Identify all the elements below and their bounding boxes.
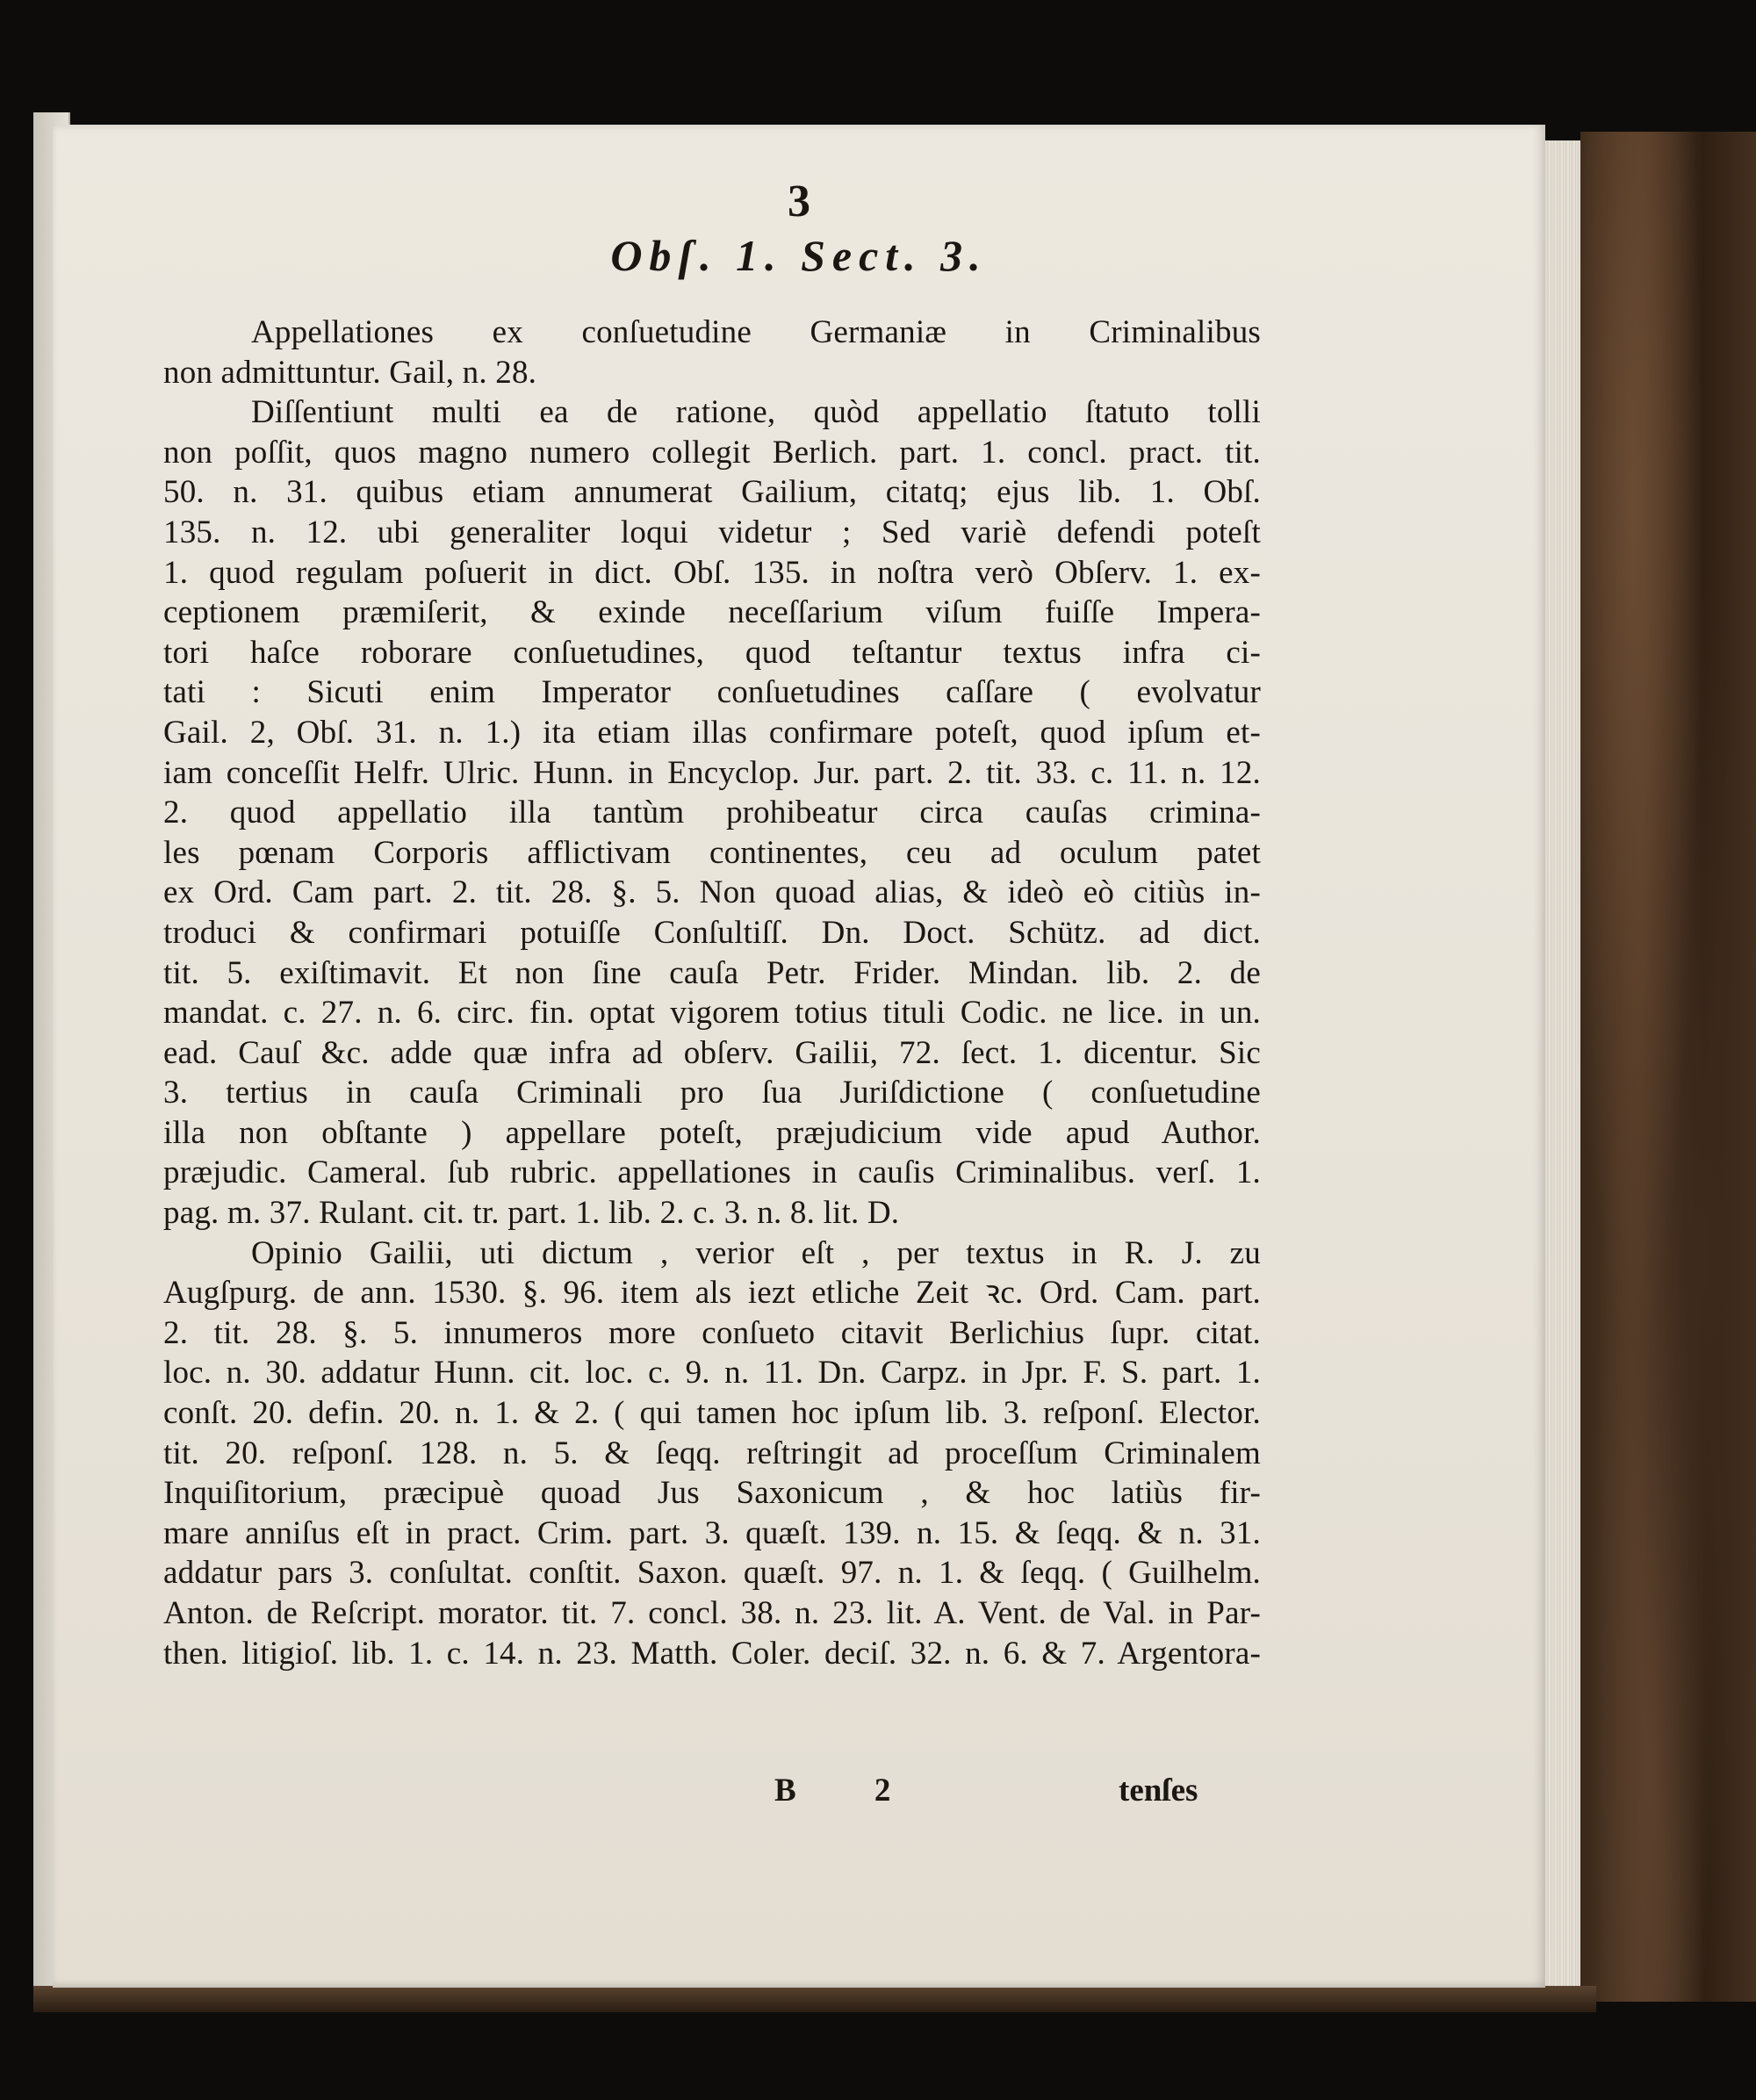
signature-mark: B 2: [774, 1773, 926, 1809]
text-line: 135. n. 12. ubi generaliter loqui videtur ; Sed variè defendi poteſt: [163, 514, 1261, 550]
body-text: [163, 313, 1261, 1673]
text-line: 3. tertius in cauſa Criminali pro ſua Juriſdictione ( conſuetudine: [163, 1075, 1261, 1111]
text-line: les pœnam Corporis afflictivam continentes, ceu ad oculum patet: [163, 834, 1261, 871]
text-line: loc. n. 30. addatur Hunn. cit. loc. c. 9. n. 11. Dn. Carpz. in Jpr. F. S. part. 1.: [163, 1355, 1261, 1392]
text-line: Gail. 2, Obſ. 31. n. 1.) ita etiam illas confirmare poteſt, quod ipſum et-: [163, 714, 1261, 751]
text-line: 2. quod appellatio illa tantùm prohibeatur circa cauſas crimina-: [163, 795, 1261, 831]
cover-bottom-edge: [33, 1986, 1596, 2012]
text-line: ex Ord. Cam part. 2. tit. 28. §. 5. Non quoad alias, & ideò eò citiùs in-: [163, 874, 1261, 911]
text-line: troduci & confirmari potuiſſe Conſultiſſ. Dn. Doct. Schütz. ad dict.: [163, 914, 1261, 951]
text-line: tati : Sicuti enim Imperator conſuetudines caſſare ( evolvatur: [163, 674, 1261, 711]
text-line: Diſſentiunt multi ea de ratione, quòd appellatio ſtatuto tolli: [251, 394, 1261, 431]
text-line: then. litigioſ. lib. 1. c. 14. n. 23. Matth. Coler. deciſ. 32. n. 6. & 7. Argentora-: [163, 1635, 1261, 1672]
book-page: [53, 125, 1545, 1988]
text-line: tit. 5. exiſtimavit. Et non ſine cauſa Petr. Frider. Mindan. lib. 2. de: [163, 954, 1261, 991]
text-line: tori haſce roborare conſuetudines, quod teſtantur textus infra ci-: [163, 634, 1261, 671]
text-line: Opinio Gailii, uti dictum , verior eſt , per textus in R. J. zu: [251, 1234, 1261, 1271]
text-line: illa non obſtante ) appellare poteſt, præjudicium vide apud Author.: [163, 1114, 1261, 1151]
text-line: non admittuntur. Gail, n. 28.: [163, 354, 537, 391]
text-line: ead. Cauſ &c. adde quæ infra ad obſerv. Gailii, 72. ſect. 1. dicentur. Sic: [163, 1034, 1261, 1071]
text-line: ceptionem præmiſerit, & exinde neceſſarium viſum fuiſſe Impera-: [163, 594, 1261, 631]
text-line: Augſpurg. de ann. 1530. §. 96. item als iezt etliche Zeit ꝛc. Ord. Cam. part.: [163, 1275, 1261, 1312]
text-line: iam conceſſit Helfr. Ulric. Hunn. in Encyclop. Jur. part. 2. tit. 33. c. 11. n. 12.: [163, 754, 1261, 791]
text-line: Appellationes ex conſuetudine Germaniæ in Criminalibus: [251, 314, 1261, 350]
text-line: 1. quod regulam poſuerit in dict. Obſ. 135. in noſtra verò Obſerv. 1. ex-: [163, 554, 1261, 591]
text-line: tit. 20. reſponſ. 128. n. 5. & ſeqq. reſtringit ad proceſſum Criminalem: [163, 1435, 1261, 1471]
section-heading: Obſ. 1. Sect. 3.: [610, 231, 988, 280]
text-line: præjudic. Cameral. ſub rubric. appellationes in cauſis Criminalibus. verſ. 1.: [163, 1154, 1261, 1191]
text-line: 2. tit. 28. §. 5. innumeros more conſueto citavit Berlichius ſupr. citat.: [163, 1314, 1261, 1351]
page-number: 3: [788, 176, 810, 227]
text-line: addatur pars 3. conſultat. conſtit. Saxon. quæſt. 97. n. 1. & ſeqq. ( Guilhelm.: [163, 1555, 1261, 1592]
text-line: mare anniſus eſt in pract. Crim. part. 3. quæſt. 139. n. 15. & ſeqq. & n. 31.: [163, 1514, 1261, 1551]
text-line: mandat. c. 27. n. 6. circ. fin. optat vigorem totius tituli Codic. ne lice. in un.: [163, 995, 1261, 1032]
text-line: Anton. de Reſcript. morator. tit. 7. concl. 38. n. 23. lit. A. Vent. de Val. in Par-: [163, 1595, 1261, 1631]
text-line: 50. n. 31. quibus etiam annumerat Gailium, citatq; ejus lib. 1. Obſ.: [163, 474, 1261, 511]
text-line: Inquiſitorium, præcipuè quoad Jus Saxonicum , & hoc latiùs fir-: [163, 1475, 1261, 1512]
text-line: pag. m. 37. Rulant. cit. tr. part. 1. lib. 2. c. 3. n. 8. lit. D.: [163, 1195, 900, 1232]
text-line: conſt. 20. defin. 20. n. 1. & 2. ( qui tamen hoc ipſum lib. 3. reſponſ. Elector.: [163, 1395, 1261, 1432]
marbled-cover-board: [1580, 132, 1756, 2002]
text-line: non poſſit, quos magno numero collegit Berlich. part. 1. concl. pract. tit.: [163, 434, 1261, 471]
catchword: tenſes: [1119, 1773, 1198, 1809]
